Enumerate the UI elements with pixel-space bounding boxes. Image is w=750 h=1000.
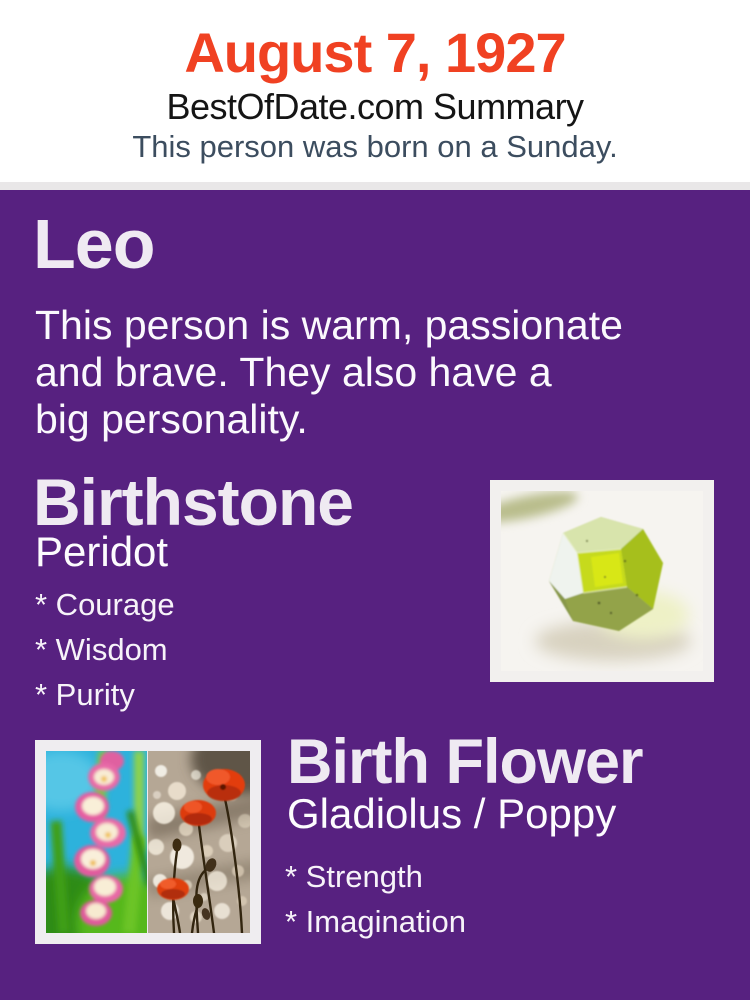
divider-bar [0,182,750,190]
birth-flower-photo [35,740,261,944]
date-title: August 7, 1927 [184,21,566,84]
birthstone-name: Peridot [35,528,169,575]
gladiolus-poppy-image [46,751,250,933]
zodiac-description [35,302,623,443]
birthstone-photo [490,480,714,682]
peridot-image [501,491,703,671]
zodiac-sign-heading: Leo [33,205,155,283]
birthstone-trait: * Courage [35,587,175,622]
birthstone-heading: Birthstone [33,465,353,539]
zodiac-description-line: big personality. [35,396,308,442]
birthstone-trait-list [35,582,175,717]
summary-panel [0,190,750,1000]
birthstone-trait: * Wisdom [35,632,168,667]
birth-flower-trait: * Strength [285,859,423,894]
birth-flower-name: Gladiolus / Poppy [287,790,617,837]
zodiac-description-line: and brave. They also have a [35,349,552,395]
birth-flower-trait: * Imagination [285,904,466,939]
birthstone-trait: * Purity [35,677,135,712]
birth-flower-trait-list [285,854,466,944]
born-day-line: This person was born on a Sunday. [132,129,618,164]
header [0,0,750,182]
zodiac-description-line: This person is warm, passionate [35,302,623,348]
birth-flower-heading: Birth Flower [287,727,643,797]
site-summary-title: BestOfDate.com Summary [166,86,584,127]
